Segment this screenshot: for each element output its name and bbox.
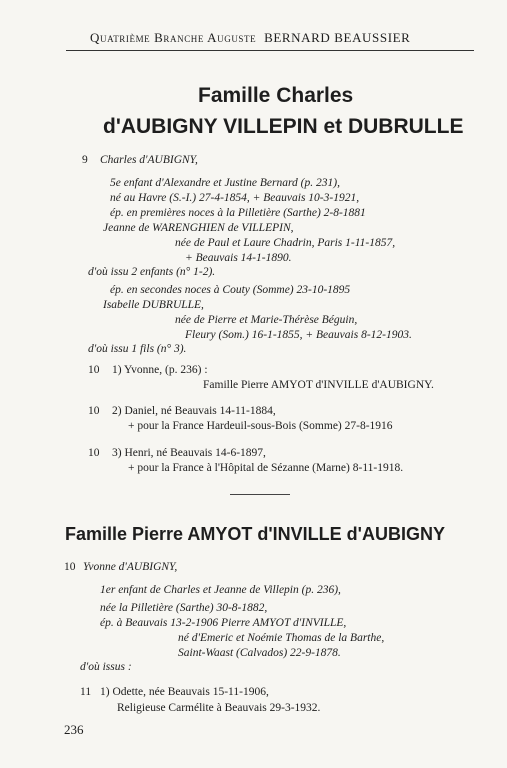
header-branch-text: Quatrième Branche Auguste [90,30,257,45]
child3-number: 10 [88,447,100,459]
child2-line2: + pour la France Hardeuil-sous-Bois (Somme) 27-8-1916 [128,420,393,432]
section1-line-4: Jeanne de WARENGHIEN de VILLEPIN, [103,222,294,234]
section2-line-1: 1er enfant de Charles et Jeanne de Villepin (p. 236), [100,584,341,596]
header-family-name: BERNARD BEAUSSIER [264,30,411,45]
section1-entry-number: 9 [82,154,88,166]
section1-line-7: d'où issu 2 enfants (n° 1-2). [88,266,216,278]
running-header [90,30,470,46]
section2-line-5: Saint-Waast (Calvados) 22-9-1878. [178,647,341,659]
section1-title-line2: d'AUBIGNY VILLEPIN et DUBRULLE [103,115,464,138]
child3-line1: 3) Henri, né Beauvais 14-6-1897, [112,447,266,459]
child1-number: 10 [88,364,100,376]
child1-line2: Famille Pierre AMYOT d'INVILLE d'AUBIGNY. [203,379,434,391]
section2-title: Famille Pierre AMYOT d'INVILLE d'AUBIGNY [65,524,445,544]
section2-child1-line2: Religieuse Carmélite à Beauvais 29-3-1932. [117,702,321,714]
section2-line-4: né d'Emeric et Noémie Thomas de la Barthe, [178,632,385,644]
section1-line-12: d'où issu 1 fils (n° 3). [88,343,187,355]
section1-line-0: Charles d'AUBIGNY, [100,154,198,166]
section1-line-9: Isabelle DUBRULLE, [103,299,204,311]
section1-line-1: 5e enfant d'Alexandre et Justine Bernard (p. 231), [110,177,340,189]
section1-line-8: ép. en secondes noces à Couty (Somme) 23-10-1895 [110,284,351,296]
child2-line1: 2) Daniel, né Beauvais 14-11-1884, [112,405,276,417]
child1-line1: 1) Yvonne, (p. 236) : [112,364,208,376]
section1-line-5: née de Paul et Laure Chadrin, Paris 1-11-1857, [175,237,396,249]
section2-line-3: ép. à Beauvais 13-2-1906 Pierre AMYOT d'INVILLE, [100,617,347,629]
section2-child1-number: 11 [80,686,92,698]
section2-line-6: d'où issus : [80,661,132,673]
section1-line-2: né au Havre (S.-I.) 27-4-1854, + Beauvais 10-3-1921, [110,192,360,204]
section1-line-6: + Beauvais 14-1-1890. [185,252,292,264]
section-separator [230,494,290,495]
page-number: 236 [64,722,84,737]
section1-line-10: née de Pierre et Marie-Thérèse Béguin, [175,314,358,326]
section1-line-11: Fleury (Som.) 16-1-1855, + Beauvais 8-12-1903. [185,329,412,341]
section2-line-0: Yvonne d'AUBIGNY, [83,561,178,573]
section2-line-2: née la Pilletière (Sarthe) 30-8-1882, [100,602,268,614]
child3-line2: + pour la France à l'Hôpital de Sézanne (Marne) 8-11-1918. [128,462,404,474]
child2-number: 10 [88,405,100,417]
section2-child1-line1: 1) Odette, née Beauvais 15-11-1906, [100,686,269,698]
section2-entry-number: 10 [64,561,76,573]
header-rule [66,50,474,51]
section1-line-3: ép. en premières noces à la Pilletière (Sarthe) 2-8-1881 [110,207,366,219]
section1-title-line1: Famille Charles [198,84,354,107]
